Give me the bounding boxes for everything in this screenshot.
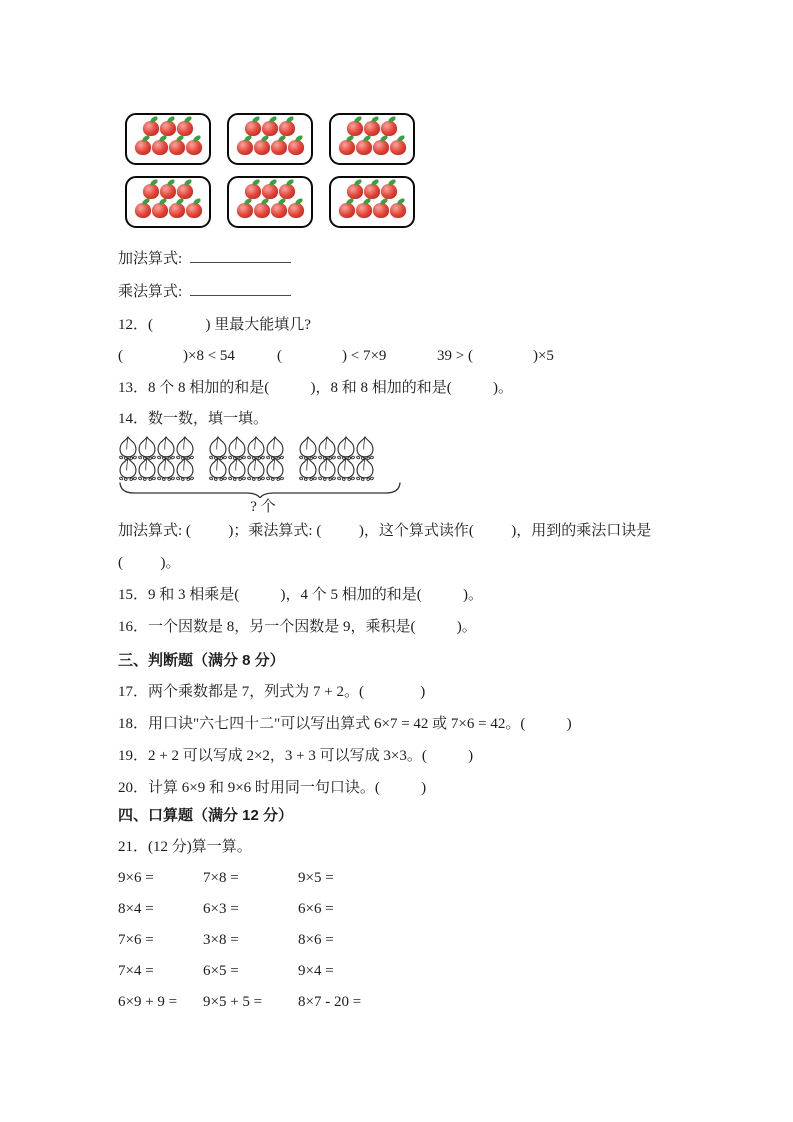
math-expression: 6×3 = bbox=[203, 901, 239, 917]
question-19: 19．2 + 2 可以写成 2×2，3 + 3 可以写成 3×3。( ) bbox=[118, 748, 474, 764]
apple-icon bbox=[143, 121, 159, 136]
peach-group bbox=[118, 457, 194, 481]
peach-icon bbox=[118, 457, 138, 481]
apple-box bbox=[125, 113, 211, 165]
oral-row bbox=[118, 868, 723, 889]
peach-icon bbox=[227, 457, 247, 481]
apple-icon bbox=[271, 140, 287, 155]
underbrace bbox=[118, 482, 408, 498]
peach-icon bbox=[175, 457, 195, 481]
apple-icon bbox=[262, 121, 278, 136]
apple-icon bbox=[390, 140, 406, 155]
apple-figure bbox=[125, 113, 415, 228]
math-expression: 6×6 = bbox=[298, 901, 334, 917]
peach-row bbox=[118, 457, 408, 481]
apple-icon bbox=[254, 140, 270, 155]
apple-icon bbox=[237, 203, 253, 218]
apple-icon bbox=[373, 140, 389, 155]
section-3-title: 三、判断题（满分 8 分） bbox=[118, 652, 285, 669]
math-expression: 8×4 = bbox=[118, 901, 154, 917]
math-expression: 7×8 = bbox=[203, 870, 239, 886]
apple-box bbox=[125, 176, 211, 228]
apple-icon bbox=[288, 203, 304, 218]
apple-box bbox=[227, 176, 313, 228]
peach-count-label: ? 个 bbox=[250, 499, 276, 515]
q11-addition-blank bbox=[190, 261, 291, 263]
peach-icon bbox=[246, 457, 266, 481]
question-12-title: 12．( ) 里最大能填几? bbox=[118, 317, 311, 333]
apple-box bbox=[329, 176, 415, 228]
apple-row bbox=[245, 121, 296, 136]
apple-icon bbox=[135, 140, 151, 155]
apple-icon bbox=[356, 203, 372, 218]
apple-icon bbox=[160, 184, 176, 199]
apple-icon bbox=[245, 121, 261, 136]
apple-icon bbox=[177, 121, 193, 136]
question-21-title: 21．(12 分)算一算。 bbox=[118, 839, 252, 855]
peach-figure bbox=[118, 436, 408, 516]
question-13: 13．8 个 8 相加的和是( )，8 和 8 相加的和是( )。 bbox=[118, 380, 513, 396]
math-expression: 3×8 = bbox=[203, 932, 239, 948]
apple-icon bbox=[186, 140, 202, 155]
question-12-items bbox=[118, 346, 723, 367]
apple-icon bbox=[152, 140, 168, 155]
apple-row bbox=[143, 184, 194, 199]
math-expression: 8×7 - 20 = bbox=[298, 994, 362, 1010]
apple-icon bbox=[288, 140, 304, 155]
math-expression: 9×5 + 5 = bbox=[203, 994, 263, 1010]
math-expression: 6×9 + 9 = bbox=[118, 994, 178, 1010]
apple-icon bbox=[381, 121, 397, 136]
question-14-formula-line2: ( )。 bbox=[118, 555, 181, 571]
peach-rows bbox=[118, 436, 408, 481]
underbrace-icon bbox=[118, 482, 402, 498]
apple-icon bbox=[390, 203, 406, 218]
peach-icon bbox=[137, 457, 157, 481]
peach-icon bbox=[317, 457, 337, 481]
apple-icon bbox=[339, 203, 355, 218]
math-expression: 9×5 = bbox=[298, 870, 334, 886]
apple-icon bbox=[347, 184, 363, 199]
oral-row bbox=[118, 899, 723, 920]
peach-group bbox=[298, 457, 374, 481]
apple-row bbox=[236, 140, 304, 155]
question-16: 16．一个因数是 8，另一个因数是 9，乘积是( )。 bbox=[118, 619, 477, 635]
question-15: 15．9 和 3 相乘是( )，4 个 5 相加的和是( )。 bbox=[118, 587, 483, 603]
q11-addition-label: 加法算式: bbox=[118, 251, 183, 267]
apple-icon bbox=[245, 184, 261, 199]
q12-item-2: ( ) < 7×9 bbox=[277, 348, 387, 364]
q12-item-1: ( )×8 < 54 bbox=[118, 348, 235, 364]
peach-icon bbox=[355, 457, 375, 481]
oral-grid bbox=[118, 868, 723, 1013]
apple-icon bbox=[339, 140, 355, 155]
apple-icon bbox=[262, 184, 278, 199]
math-expression: 7×4 = bbox=[118, 963, 154, 979]
apple-icon bbox=[254, 203, 270, 218]
math-expression: 7×6 = bbox=[118, 932, 154, 948]
apple-icon bbox=[347, 121, 363, 136]
q11-addition-line bbox=[118, 249, 723, 270]
apple-row bbox=[143, 121, 194, 136]
apple-row bbox=[236, 203, 304, 218]
apple-icon bbox=[279, 184, 295, 199]
peach-icon bbox=[265, 457, 285, 481]
q11-multiplication-blank bbox=[190, 294, 291, 296]
question-14-formula-line1: 加法算式: ( )；乘法算式: ( )，这个算式读作( )，用到的乘法口诀是 bbox=[118, 523, 652, 539]
apple-icon bbox=[237, 140, 253, 155]
q11-multiplication-line bbox=[118, 282, 723, 303]
apple-box bbox=[329, 113, 415, 165]
peach-icon bbox=[298, 457, 318, 481]
apple-icon bbox=[169, 140, 185, 155]
apple-row bbox=[338, 203, 406, 218]
apple-row bbox=[347, 184, 398, 199]
apple-icon bbox=[169, 203, 185, 218]
apple-icon bbox=[271, 203, 287, 218]
oral-row bbox=[118, 930, 723, 951]
peach-icon bbox=[156, 457, 176, 481]
apple-row bbox=[347, 121, 398, 136]
apple-icon bbox=[279, 121, 295, 136]
apple-icon bbox=[160, 121, 176, 136]
question-20: 20．计算 6×9 和 9×6 时用同一句口诀。( ) bbox=[118, 780, 427, 796]
peach-icon bbox=[336, 457, 356, 481]
math-expression: 9×4 = bbox=[298, 963, 334, 979]
apple-icon bbox=[364, 121, 380, 136]
apple-row bbox=[338, 140, 406, 155]
apple-row bbox=[134, 140, 202, 155]
peach-icon bbox=[208, 457, 228, 481]
question-18: 18．用口诀"六七四十二"可以写出算式 6×7 = 42 或 7×6 = 42。( ) bbox=[118, 716, 572, 732]
math-expression: 6×5 = bbox=[203, 963, 239, 979]
apple-icon bbox=[186, 203, 202, 218]
section-4-title: 四、口算题（满分 12 分） bbox=[118, 807, 294, 824]
apple-icon bbox=[177, 184, 193, 199]
apple-icon bbox=[135, 203, 151, 218]
math-expression: 8×6 = bbox=[298, 932, 334, 948]
apple-icon bbox=[364, 184, 380, 199]
apple-icon bbox=[152, 203, 168, 218]
q12-item-3: 39 > ( )×5 bbox=[437, 348, 554, 364]
oral-row bbox=[118, 992, 723, 1013]
q11-multiplication-label: 乘法算式: bbox=[118, 284, 183, 300]
question-14-title: 14．数一数，填一填。 bbox=[118, 411, 269, 427]
peach-group bbox=[208, 457, 284, 481]
apple-row bbox=[245, 184, 296, 199]
apple-icon bbox=[143, 184, 159, 199]
math-expression: 9×6 = bbox=[118, 870, 154, 886]
apple-box bbox=[227, 113, 313, 165]
apple-icon bbox=[373, 203, 389, 218]
apple-row bbox=[134, 203, 202, 218]
apple-icon bbox=[356, 140, 372, 155]
question-17: 17．两个乘数都是 7，列式为 7 + 2。( ) bbox=[118, 684, 426, 700]
oral-row bbox=[118, 961, 723, 982]
apple-icon bbox=[381, 184, 397, 199]
